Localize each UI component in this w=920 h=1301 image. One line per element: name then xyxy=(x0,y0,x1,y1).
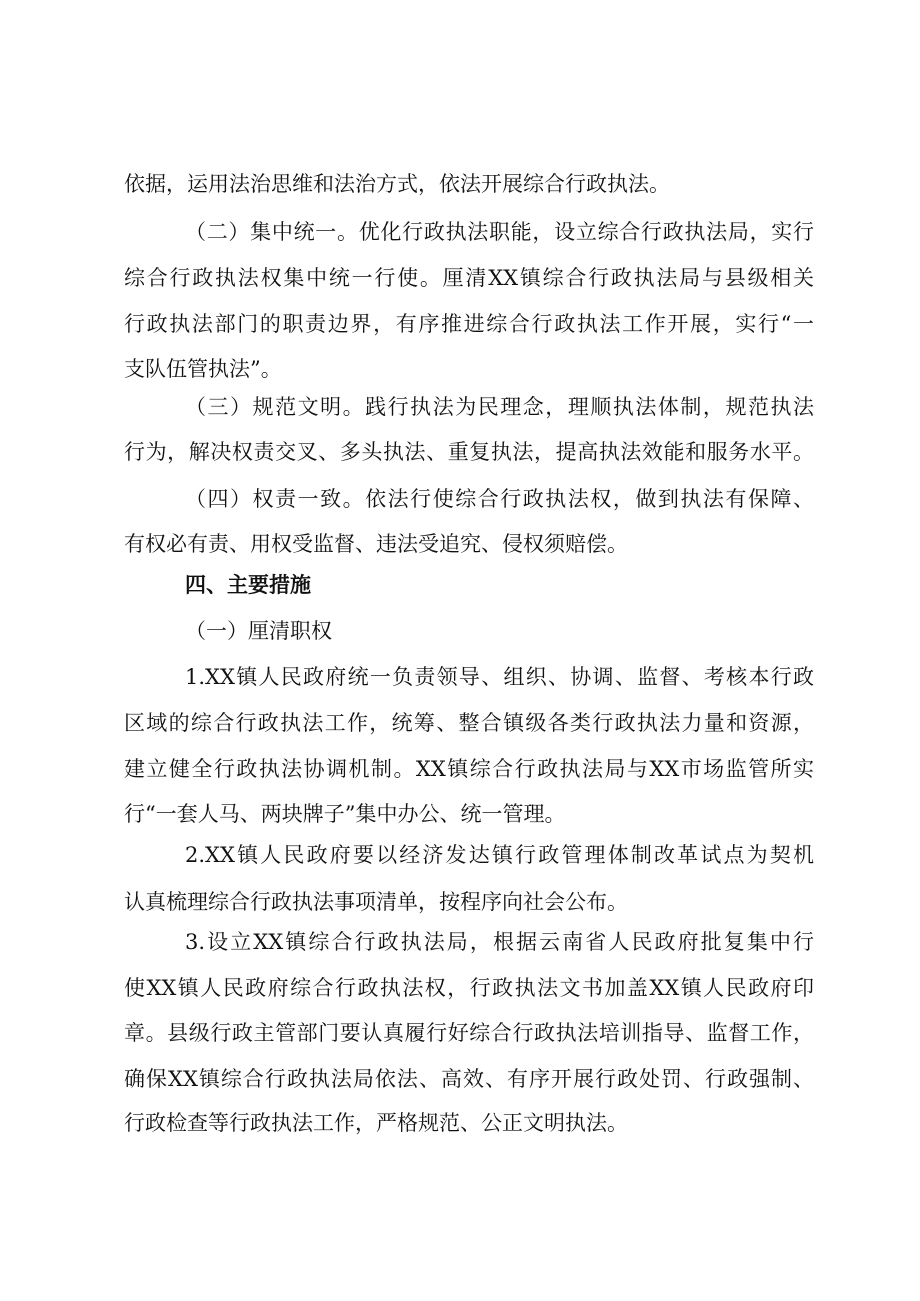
paragraph-line: 行政执法部门的职责边界，有序推进综合行政执法工作开展，实行“一 xyxy=(124,312,814,336)
paragraph-line: 行为，解决权责交叉、多头执法、重复执法，提高执法效能和服务水平。 xyxy=(124,440,814,464)
paragraph-line: 认真梳理综合行政执法事项清单，按程序向社会公布。 xyxy=(124,890,628,914)
paragraph-line: 综合行政执法权集中统一行使。厘清XX镇综合行政执法局与县级相关 xyxy=(124,266,814,290)
paragraph-line: 有权必有责、用权受监督、违法受追究、侵权须赔偿。 xyxy=(124,532,628,556)
subsection-heading: （一）厘清职权 xyxy=(185,619,332,643)
paragraph-line: 行“一套人马、两块牌子”集中办公、统一管理。 xyxy=(124,802,566,826)
paragraph-line: 章。县级行政主管部门要认真履行好综合行政执法培训指导、监督工作， xyxy=(124,1021,814,1045)
paragraph-line: 依据，运用法治思维和法治方式，依法开展综合行政执法。 xyxy=(124,172,670,196)
paragraph-line: 支队伍管执法”。 xyxy=(124,357,282,381)
paragraph-line: 2.XX镇人民政府要以经济发达镇行政管理体制改革试点为契机 xyxy=(185,843,814,867)
paragraph-line: （四）权责一致。依法行使综合行政执法权，做到执法有保障、 xyxy=(185,487,814,511)
paragraph-line: 3.设立XX镇综合行政执法局，根据云南省人民政府批复集中行 xyxy=(185,930,814,954)
paragraph-line: （二）集中统一。优化行政执法职能，设立综合行政执法局，实行 xyxy=(185,220,814,244)
paragraph-line: 使XX镇人民政府综合行政执法权，行政执法文书加盖XX镇人民政府印 xyxy=(124,976,814,1000)
paragraph-line: 1.XX镇人民政府统一负责领导、组织、协调、监督、考核本行政 xyxy=(185,665,814,689)
paragraph-line: （三）规范文明。践行执法为民理念，理顺执法体制，规范执法 xyxy=(185,395,814,419)
paragraph-line: 建立健全行政执法协调机制。XX镇综合行政执法局与XX市场监管所实 xyxy=(124,757,814,781)
paragraph-line: 确保XX镇综合行政执法局依法、高效、有序开展行政处罚、行政强制、 xyxy=(124,1067,814,1091)
paragraph-line: 区域的综合行政执法工作，统筹、整合镇级各类行政执法力量和资源， xyxy=(124,711,814,735)
section-heading: 四、主要措施 xyxy=(185,573,311,597)
paragraph-line: 行政检查等行政执法工作，严格规范、公正文明执法。 xyxy=(124,1111,628,1135)
